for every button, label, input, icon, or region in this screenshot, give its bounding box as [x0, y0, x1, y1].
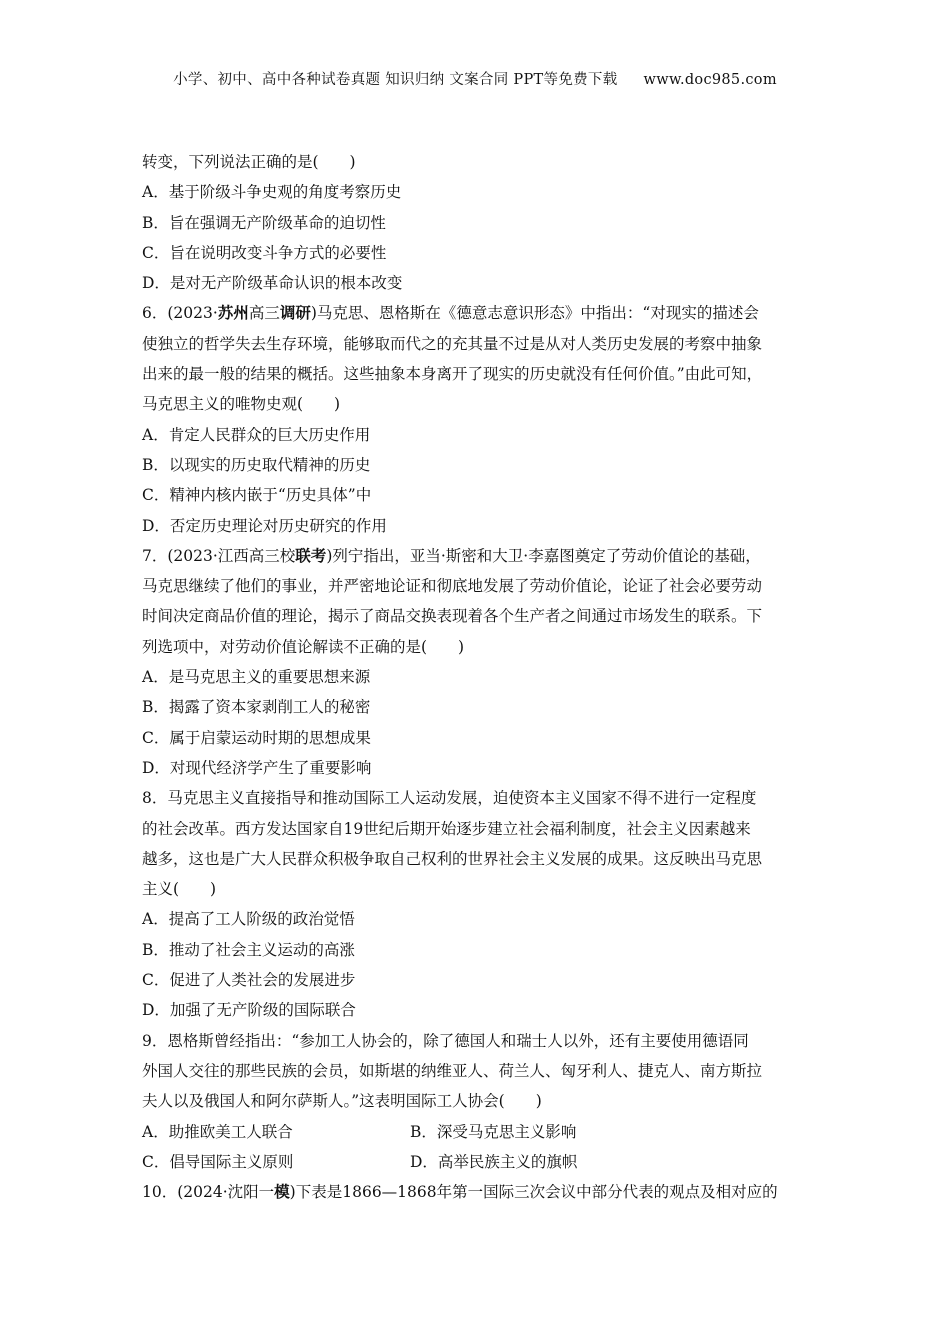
- q9-option-b: B．深受马克思主义影响: [410, 1122, 577, 1141]
- q9-options-row-1: [142, 1117, 822, 1147]
- q6-stem-line-4: 马克思主义的唯物史观( ): [142, 395, 341, 414]
- q6-stem-line-1: [142, 298, 822, 328]
- q6-number: 6．: [142, 304, 168, 323]
- q8-stem-line-4: 主义( ): [142, 880, 217, 899]
- q9-options-row-2: [142, 1147, 822, 1177]
- q7-stem-line-3: 时间决定商品价值的理论，揭示了商品交换表现着各个生产者之间通过市场发生的联系。下: [142, 607, 763, 626]
- q10-source-close: ): [289, 1183, 296, 1202]
- q10-number: 10．: [142, 1183, 178, 1202]
- q7-option-d: D．对现代经济学产生了重要影响: [142, 758, 372, 777]
- page-header: [0, 68, 950, 89]
- q7-source-open: (2023·江西高三校: [167, 546, 296, 565]
- q7-number: 7．: [142, 546, 168, 565]
- q9-stem-line-2: 外国人交往的那些民族的会员，如斯堪的纳维亚人、荷兰人、匈牙利人、捷克人、南方斯拉: [142, 1061, 763, 1080]
- q9-option-d: D．高举民族主义的旗帜: [410, 1152, 578, 1171]
- q5-option-c: C．旨在说明改变斗争方式的必要性: [142, 243, 387, 262]
- q7-stem-line-1: [142, 541, 822, 571]
- q8-option-d: D．加强了无产阶级的国际联合: [142, 1001, 356, 1020]
- q7-option-c: C．属于启蒙运动时期的思想成果: [142, 728, 371, 747]
- q6-stem-text-1: 马克思、恩格斯在《德意志意识形态》中指出：“对现实的描述会: [316, 304, 759, 323]
- q6-stem-line-3: 出来的最一般的结果的概括。这些抽象本身离开了现实的历史就没有任何价值。”由此可知，: [142, 365, 763, 384]
- question-content: [142, 147, 822, 1207]
- header-title: 小学、初中、高中各种试卷真题 知识归纳 文案合同 PPT等免费下载: [173, 72, 618, 88]
- q5-option-b: B．旨在强调无产阶级革命的迫切性: [142, 213, 386, 232]
- q6-option-c: C．精神内核内嵌于“历史具体”中: [142, 486, 372, 505]
- q8-stem-line-2: 的社会改革。西方发达国家自19世纪后期开始逐步建立社会福利制度，社会主义因素越来: [142, 819, 751, 838]
- q7-option-a: A．是马克思主义的重要思想来源: [142, 668, 371, 687]
- header-url[interactable]: www.doc985.com: [643, 72, 777, 88]
- q6-option-b: B．以现实的历史取代精神的历史: [142, 455, 371, 474]
- q6-source-type: 调研: [279, 303, 311, 323]
- q9-stem-line-1: 9．恩格斯曾经指出：“参加工人协会的，除了德国人和瑞士人以外，还有主要使用德语同: [142, 1031, 749, 1050]
- q9-option-c: C．倡导国际主义原则: [142, 1152, 294, 1171]
- q5-stem: 转变，下列说法正确的是( ): [142, 153, 356, 171]
- q5-option-a: A．基于阶级斗争史观的角度考察历史: [142, 183, 402, 202]
- q7-stem-text-1: 列宁指出，亚当·斯密和大卫·李嘉图奠定了劳动价值论的基础，: [332, 546, 761, 565]
- q7-source-type: 联考: [295, 545, 327, 565]
- q7-stem-line-2: 马克思继续了他们的事业，并严密地论证和彻底地发展了劳动价值论，论证了社会必要劳动: [142, 577, 763, 596]
- q7-option-b: B．揭露了资本家剥削工人的秘密: [142, 698, 371, 717]
- q8-stem-line-3: 越多，这也是广大人民群众积极争取自己权利的世界社会主义发展的成果。这反映出马克思: [142, 849, 763, 868]
- q6-option-d: D．否定历史理论对历史研究的作用: [142, 516, 387, 535]
- q8-option-a: A．提高了工人阶级的政治觉悟: [142, 910, 355, 929]
- q10-stem-text-1: 下表是1866—1868年第一国际三次会议中部分代表的观点及相对应的: [295, 1183, 778, 1202]
- q6-source-city: 苏州: [217, 303, 249, 323]
- q9-stem-line-3: 夫人以及俄国人和阿尔萨斯人。”这表明国际工人协会( ): [142, 1092, 542, 1111]
- q8-option-c: C．促进了人类社会的发展进步: [142, 971, 356, 990]
- q7-source-close: ): [326, 546, 333, 565]
- q10-stem-line-1: [142, 1177, 822, 1207]
- q8-option-b: B．推动了社会主义运动的高涨: [142, 940, 355, 959]
- q7-stem-line-4: 列选项中，对劳动价值论解读不正确的是( ): [142, 637, 465, 656]
- q6-source-mid: 高三: [248, 304, 280, 323]
- q6-source-close: ): [310, 304, 317, 323]
- q6-stem-line-2: 使独立的哲学失去生存环境，能够取而代之的充其量不过是从对人类历史发展的考察中抽象: [142, 334, 763, 353]
- q10-source-type: 模: [274, 1182, 290, 1202]
- q10-source-open: (2024·沈阳一: [177, 1183, 275, 1202]
- q6-option-a: A．肯定人民群众的巨大历史作用: [142, 425, 371, 444]
- q6-source-open: (2023·: [167, 304, 218, 323]
- q9-option-a: A．助推欧美工人联合: [142, 1122, 293, 1141]
- q8-stem-line-1: 8．马克思主义直接指导和推动国际工人运动发展，迫使资本主义国家不得不进行一定程度: [142, 789, 757, 808]
- q5-option-d: D．是对无产阶级革命认识的根本改变: [142, 274, 403, 293]
